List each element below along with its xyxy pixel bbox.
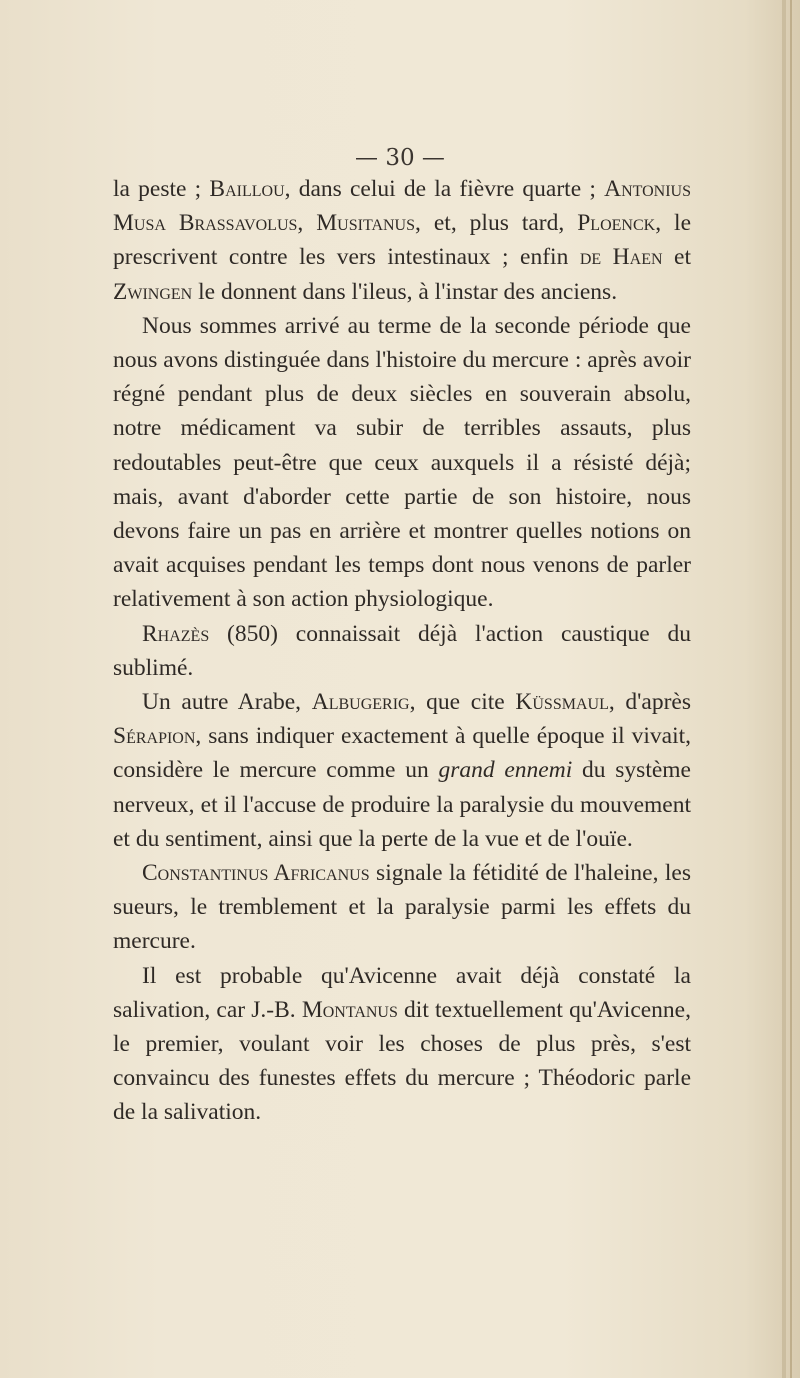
text-run: , dans celui de la fièvre quarte ; — [284, 176, 605, 202]
author-name: Antonius Musa Brassavolus — [113, 176, 691, 237]
text-run: le donnent dans l'ileus, à l'instar des anciens. — [192, 278, 618, 305]
text-run: , le prescrivent contre les vers intestinaux ; enfin — [113, 210, 692, 271]
body-text — [113, 172, 691, 1130]
emphasis-text: grand ennemi — [438, 757, 573, 784]
text-run: Nous sommes arrivé au terme de la seconde période que nous avons distinguée dans l'histoire du mercure : après avoir régné pendant plus de deux siècles en souverain absolu, notre médicament va subir de terribles assauts, plus redoutables peut-être que ceux auxquels il a résisté déjà; mais, avant d'aborder cette partie de son histoire, nous devons faire un pas en arrière et montrer quelles notions on avait acquises pendant les temps dont nous venons de parler relativement à son action physiologique. — [113, 312, 691, 613]
text-run: , — [297, 210, 317, 237]
text-run: , sans indiquer exactement à quelle époque il vivait, considère le mercure comme un — [113, 723, 691, 784]
author-name: Montanus — [301, 996, 398, 1023]
paragraph — [113, 309, 691, 617]
author-name: Constantinus Africanus — [142, 860, 370, 887]
text-run: Un autre Arabe, — [142, 689, 312, 716]
text-run: Il est probable qu'Avicenne avait déjà constaté la salivation, car J.-B. — [113, 962, 691, 1023]
text-run: et — [662, 244, 691, 271]
paragraph — [113, 172, 691, 309]
text-run: dit textuellement qu'Avicenne, le premier, voulant voir les choses de plus près, s'est convaincu des funestes effets du mercure ; Théodoric parle de la salivation. — [113, 996, 691, 1126]
paragraph — [113, 617, 691, 685]
text-run: , que cite — [409, 689, 516, 716]
author-name: de Haen — [579, 244, 663, 271]
author-name: Musitanus — [316, 210, 416, 237]
page-number: — 30 — — [355, 145, 445, 171]
author-name: Albugerig — [311, 689, 410, 716]
page-edge-line — [790, 0, 792, 1378]
text-run: (850) connaissait déjà l'action caustique du sublimé. — [113, 620, 691, 681]
text-run: du système nerveux, et il l'accuse de produire la paralysie du mouvement et du sentiment, ainsi que la perte de la vue et de l'ouïe. — [113, 757, 691, 852]
author-name: Zwingen — [113, 278, 193, 305]
author-name: Rhazès — [142, 620, 210, 647]
author-name: Ploenck — [577, 210, 656, 237]
paragraph — [113, 685, 691, 856]
text-run: la peste ; — [113, 176, 210, 202]
text-run: signale la fétidité de l'haleine, les sueurs, le tremblement et la paralysie parmi les effets du mercure. — [113, 860, 691, 955]
author-name: Küssmaul — [515, 689, 609, 716]
text-run: , et, plus tard, — [415, 210, 578, 237]
paragraph — [113, 856, 691, 959]
paragraph — [113, 959, 691, 1130]
author-name: Sérapion — [113, 723, 196, 750]
page-edge-shadow — [782, 0, 786, 1378]
text-run: , d'après — [608, 689, 691, 716]
author-name: Baillou — [209, 176, 285, 202]
